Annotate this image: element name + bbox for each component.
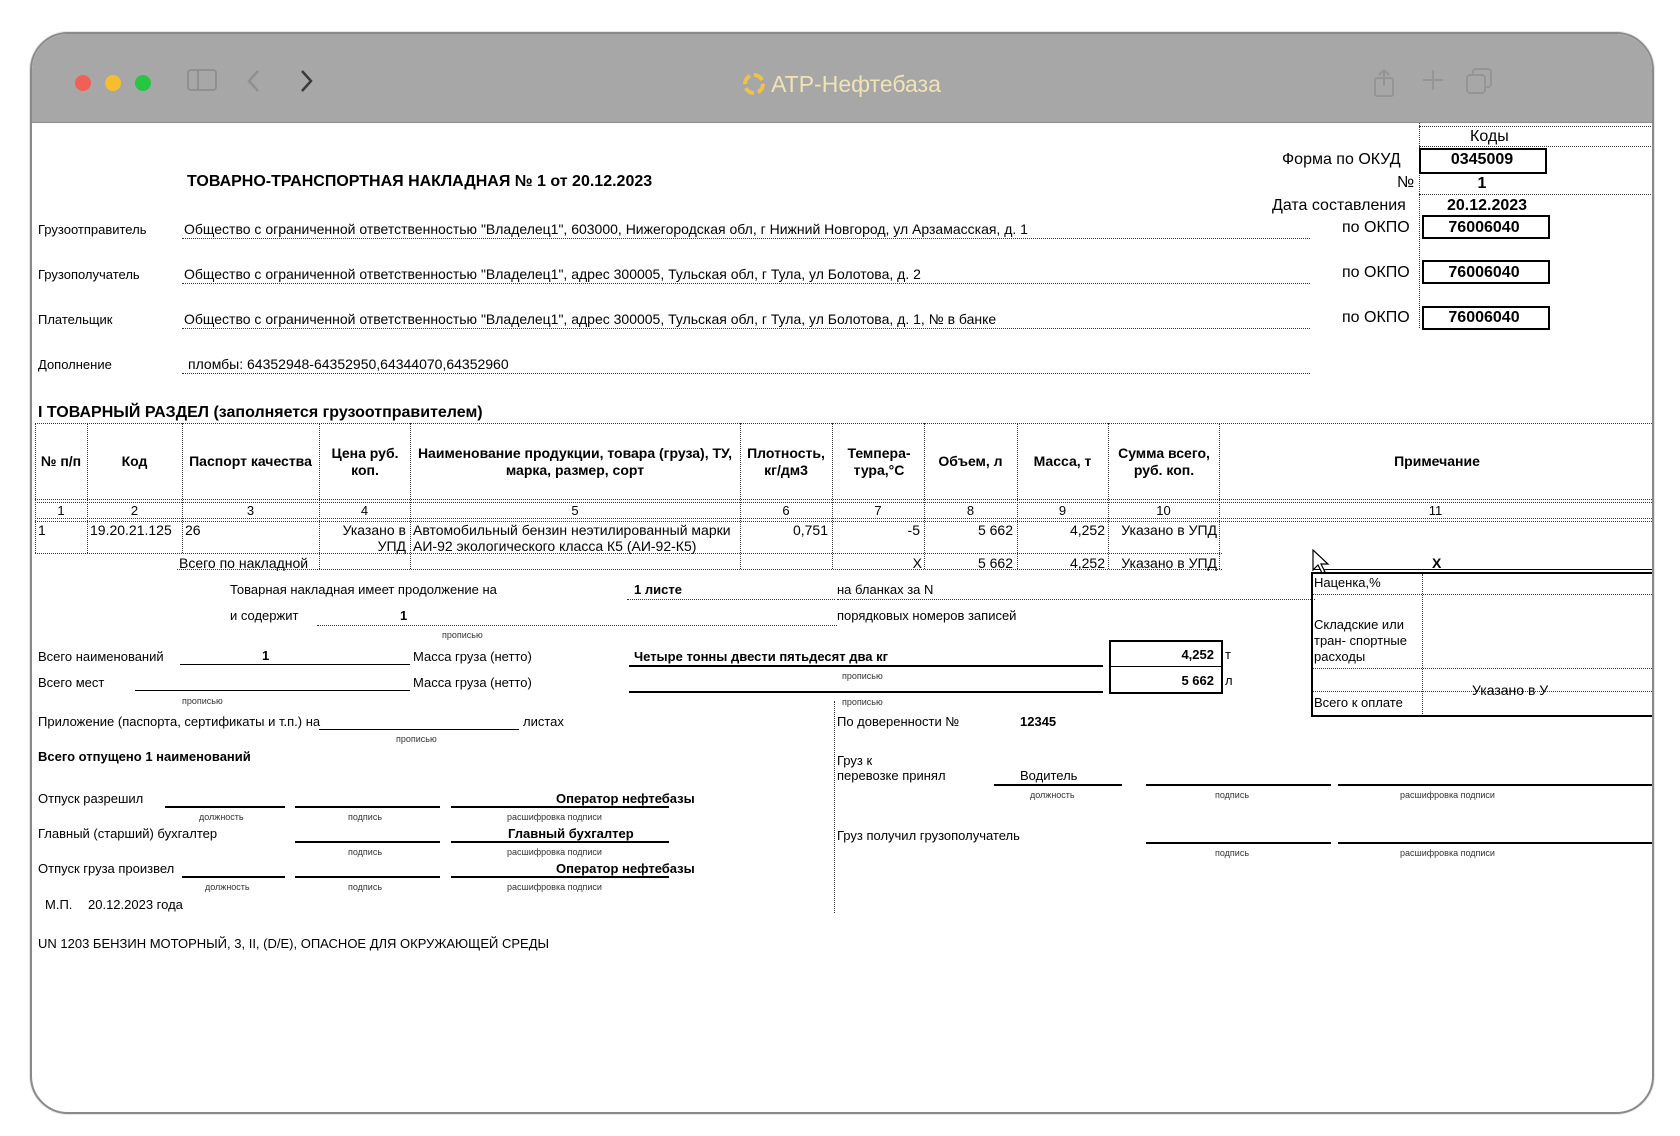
col-number: 2: [130, 503, 139, 518]
extra-label: Дополнение: [38, 357, 112, 372]
hazard-text: UN 1203 БЕНЗИН МОТОРНЫЙ, 3, II, (D/E), ОПАСНОЕ ДЛЯ ОКРУЖАЮЩЕЙ СРЕДЫ: [38, 936, 550, 951]
operator-name: Оператор нефтебазы: [556, 791, 695, 806]
date-value: 20.12.2023: [1446, 197, 1528, 214]
payer-label: Плательщик: [38, 312, 113, 327]
row-volume: 5 662: [977, 522, 1013, 538]
app-window: [30, 32, 1654, 1114]
hint-podpis: подпись: [348, 882, 383, 892]
codes-header: Коды: [1470, 128, 1509, 145]
col-number: 3: [246, 503, 255, 518]
released-label: Всего отпущено 1 наименований: [38, 749, 251, 764]
col-header-density: Плотность, кг/дм3: [747, 445, 825, 478]
continuation-sheets: 1 листе: [634, 582, 682, 597]
total-note: X: [1432, 555, 1442, 571]
col-header-sum: Сумма всего, руб. коп.: [1118, 445, 1210, 478]
hint-dolzhnost: должность: [205, 882, 250, 892]
hint-rasshifrovka: расшифровка подписи: [1400, 790, 1495, 800]
total-label: Всего по накладной: [179, 555, 309, 571]
col-number: 10: [1156, 503, 1171, 518]
mass-propis-2: прописью: [842, 697, 883, 707]
hint-podpis: подпись: [1215, 848, 1250, 858]
num-label: №: [1397, 174, 1415, 191]
app-title-text: АТР-Нефтебаза: [771, 71, 941, 97]
row-code: 19.20.21.125: [90, 522, 172, 538]
okud-label: Форма по ОКУД: [1282, 151, 1401, 168]
row-name-1: Автомобильный бензин неэтилированный марки: [413, 522, 731, 538]
col-header-price: Цена руб. коп.: [331, 445, 399, 478]
cargo-accepted-1: Груз к: [837, 753, 873, 768]
okpo-payer-label: по ОКПО: [1342, 309, 1410, 326]
names-label: Всего наименований: [38, 649, 164, 664]
accountant-name: Главный бухгалтер: [508, 826, 634, 841]
cargo-accepted-2: перевозке принял: [837, 768, 946, 783]
row-density: 0,751: [792, 522, 828, 538]
allowed-label: Отпуск разрешил: [38, 791, 144, 806]
col-number: 11: [1428, 503, 1443, 518]
contains-count: 1: [400, 608, 408, 623]
volume-value: 5 662: [1181, 673, 1214, 688]
total-mass: 4,252: [1069, 555, 1105, 571]
okpo-payer-value: 76006040: [1448, 309, 1520, 326]
produced-label: Отпуск груза произвел: [38, 861, 175, 876]
mp-date: 20.12.2023 года: [88, 897, 183, 912]
cargo-received: Груз получил грузополучатель: [837, 828, 1020, 843]
names-value: 1: [262, 648, 270, 663]
hint-rasshifrovka: расшифровка подписи: [507, 882, 602, 892]
col-header-temp: Темпера-тура,°С: [847, 445, 911, 478]
tabs-overview-icon[interactable]: [1466, 68, 1492, 99]
propis-hint: прописью: [442, 630, 483, 640]
hint-podpis: подпись: [348, 812, 383, 822]
share-icon[interactable]: [1372, 68, 1396, 103]
col-header-mass: Масса, т: [1033, 453, 1092, 469]
payer-value: Общество с ограниченной ответственностью "Владелец1", адрес 300005, Тульская обл, г Тула, ул Болотова, д. 1, № в банке: [184, 311, 997, 327]
operator2-name: Оператор нефтебазы: [556, 861, 695, 876]
mass-propis-1: прописью: [842, 671, 883, 681]
records-label: порядковых номеров записей: [837, 608, 1017, 623]
new-tab-icon[interactable]: [1422, 68, 1444, 96]
okpo-sender-label: по ОКПО: [1342, 219, 1410, 236]
document-title: ТОВАРНО-ТРАНСПОРТНАЯ НАКЛАДНАЯ № 1 от 20.12.2023: [187, 173, 653, 190]
mass-label-1: Масса груза (нетто): [413, 649, 532, 664]
row-price-2: УПД: [377, 538, 406, 554]
okpo-receiver-value: 76006040: [1448, 264, 1520, 281]
proxy-label: По доверенности №: [837, 714, 960, 729]
continuation-forms: на бланках за N: [837, 582, 934, 597]
receiver-label: Грузополучатель: [38, 267, 140, 282]
nacenka-label: Наценка,%: [1314, 575, 1381, 590]
date-label: Дата составления: [1272, 197, 1406, 214]
col-header-passport: Паспорт качества: [189, 453, 312, 469]
col-number: 1: [57, 503, 65, 518]
mouse-cursor-icon: [1312, 549, 1330, 575]
col-header-volume: Объем, л: [938, 453, 1003, 469]
total-volume: 5 662: [977, 555, 1013, 571]
section-title: I ТОВАРНЫЙ РАЗДЕЛ (заполняется грузоотправителем): [38, 404, 483, 421]
app-logo-icon: [743, 73, 765, 95]
col-number: 4: [360, 503, 369, 518]
title-bar: [32, 34, 1652, 123]
col-number: 8: [966, 503, 975, 518]
col-number: 9: [1058, 503, 1067, 518]
row-mass: 4,252: [1069, 522, 1105, 538]
total-temp: X: [912, 555, 922, 571]
row-temp: -5: [907, 522, 920, 538]
hint-rasshifrovka: расшифровка подписи: [507, 812, 602, 822]
okud-value: 0345009: [1450, 151, 1514, 168]
col-header-code: Код: [121, 453, 148, 469]
mp-label: М.П.: [45, 897, 73, 912]
accountant-label: Главный (старший) бухгалтер: [38, 826, 218, 841]
row-price-1: Указано в: [342, 522, 406, 538]
pay-label: Всего к оплате: [1314, 695, 1403, 710]
pay-value: Указано в У: [1472, 682, 1549, 698]
contains-label: и содержит: [230, 608, 299, 623]
row-name-2: АИ-92 экологического класса К5 (АИ-92-К5): [413, 538, 697, 554]
hint-dolzhnost: должность: [199, 812, 244, 822]
row-passport: 26: [185, 522, 201, 538]
driver-name: Водитель: [1020, 768, 1078, 783]
receiver-value: Общество с ограниченной ответственностью "Владелец1", адрес 300005, Тульская обл, г Тула, ул Болотова, д. 2: [184, 266, 921, 282]
col-header-note: Примечание: [1394, 453, 1480, 469]
window-title: [32, 70, 1652, 98]
extra-value: пломбы: 64352948-64352950,64344070,64352960: [188, 356, 509, 372]
row-sum: Указано в УПД: [1121, 522, 1217, 538]
mass-label-2: Масса груза (нетто): [413, 675, 532, 690]
col-header-n: № п/п: [40, 453, 82, 469]
okpo-receiver-label: по ОКПО: [1342, 264, 1410, 281]
expenses-label: Складские или тран- спортные расходы: [1314, 617, 1407, 664]
sender-label: Грузоотправитель: [38, 222, 147, 237]
proxy-value: 12345: [1020, 714, 1057, 729]
sender-value: Общество с ограниченной ответственностью "Владелец1", 603000, Нижегородская обл, г Нижний Новгород, ул Арзамасская, д. 1: [184, 221, 1028, 237]
mass-unit: т: [1225, 647, 1231, 662]
col-header-name: Наименование продукции, товара (груза), ТУ, марка, размер, сорт: [417, 445, 733, 478]
attach-sheets: листах: [523, 714, 564, 729]
hint-rasshifrovka: расшифровка подписи: [507, 847, 602, 857]
attach-label: Приложение (паспорта, сертификаты и т.п.) на: [38, 714, 321, 729]
col-number: 6: [782, 503, 790, 518]
hint-dolzhnost: должность: [1030, 790, 1075, 800]
hint-podpis: подпись: [348, 847, 383, 857]
continuation-text: Товарная накладная имеет продолжение на: [230, 582, 497, 597]
attach-propis: прописью: [396, 734, 437, 744]
total-sum: Указано в УПД: [1121, 555, 1217, 571]
mass-value: 4,252: [1181, 647, 1214, 662]
waybill-document: [32, 123, 1652, 1112]
hint-podpis: подпись: [1215, 790, 1250, 800]
volume-unit: л: [1225, 673, 1233, 688]
places-label: Всего мест: [38, 675, 105, 690]
mass-words: Четыре тонны двести пятьдесят два кг: [634, 649, 889, 664]
row-n: 1: [38, 522, 46, 538]
num-value: 1: [1477, 175, 1487, 192]
col-number: 7: [874, 503, 882, 518]
hint-rasshifrovka: расшифровка подписи: [1400, 848, 1495, 858]
places-propis: прописью: [182, 696, 223, 706]
col-number: 5: [571, 503, 579, 518]
okpo-sender-value: 76006040: [1448, 219, 1520, 236]
